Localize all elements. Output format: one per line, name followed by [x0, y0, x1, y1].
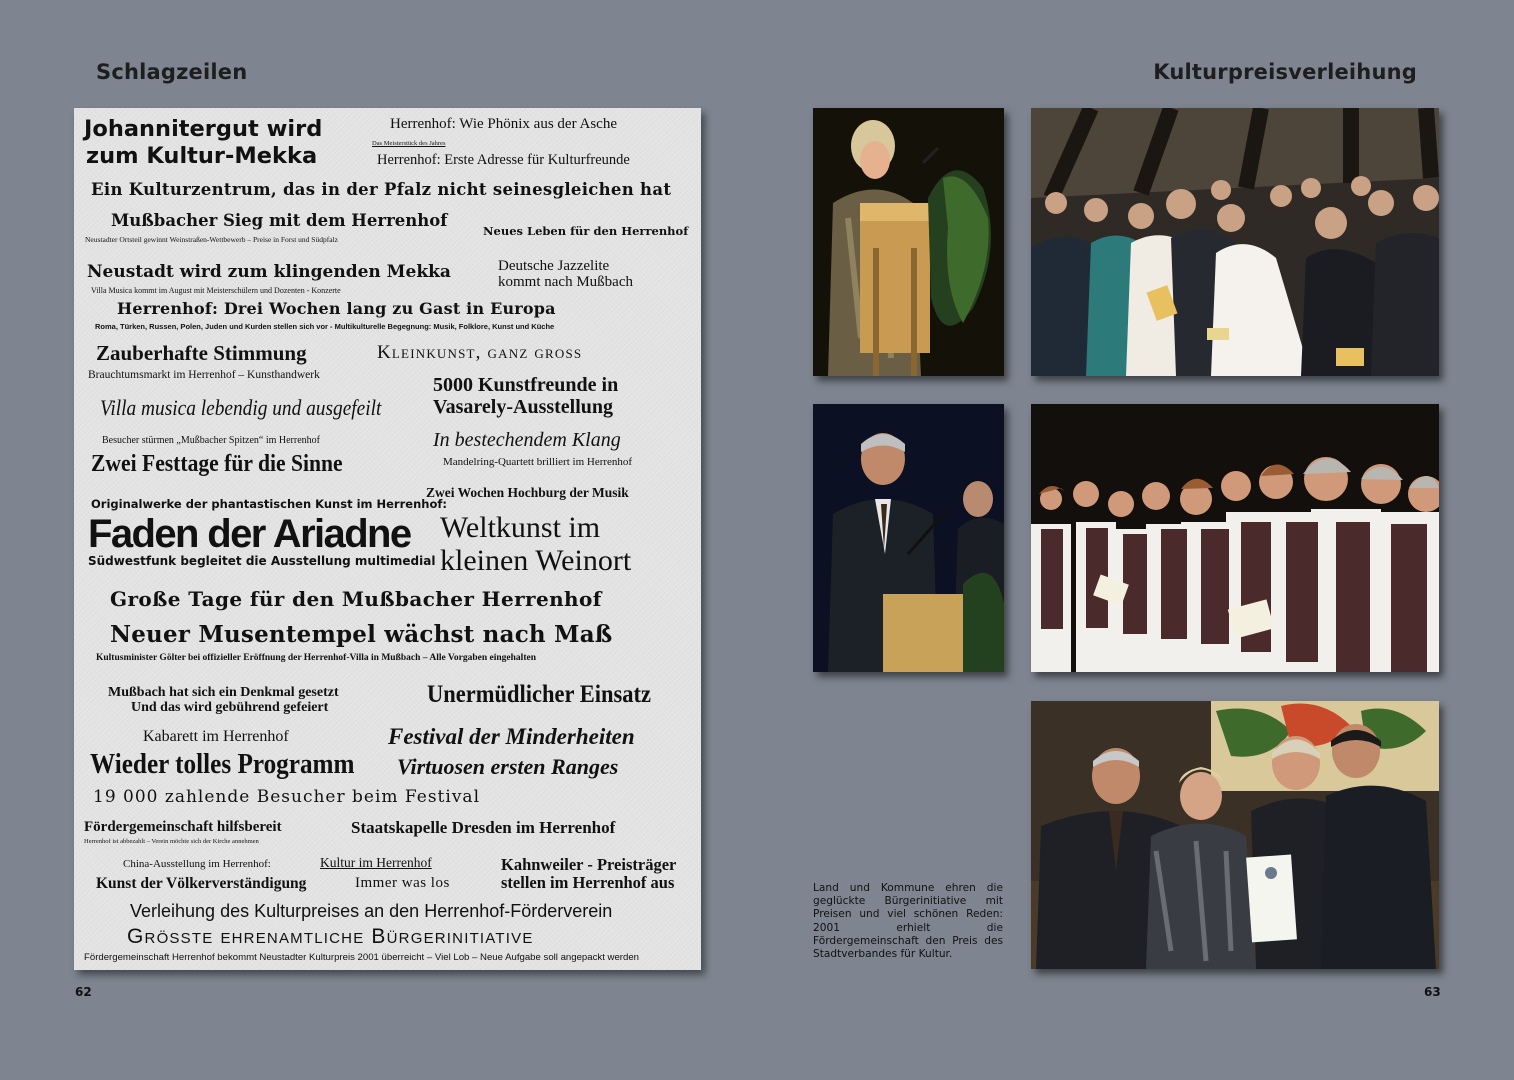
- headline: Herrenhof: Drei Wochen lang zu Gast in Europa: [117, 299, 556, 318]
- headline: Neustadt wird zum klingenden Mekka: [87, 262, 451, 282]
- headline: Südwestfunk begleitet die Ausstellung multimedial: [88, 554, 436, 568]
- headline: Unermüdlicher Einsatz: [427, 681, 651, 708]
- headline: Kultusminister Gölter bei offizieller Eröffnung der Herrenhof-Villa in Mußbach – Alle Vorgaben eingehalten: [96, 653, 536, 663]
- headline: Kunst der Völkerverständigung: [96, 875, 307, 892]
- headline: Weltkunst im: [440, 511, 601, 544]
- page-title-left: Schlagzeilen: [96, 60, 248, 84]
- headline: Das Meisterstück des Jahres: [372, 140, 446, 147]
- headline: Herrenhof: Wie Phönix aus der Asche: [390, 116, 617, 132]
- headline-collage: [74, 108, 701, 970]
- page-title-right: Kulturpreisverleihung: [1153, 60, 1417, 84]
- photo-man-speaking-at-lectern: [813, 404, 1004, 672]
- headline: Johannitergut wird: [84, 116, 323, 142]
- headline: Herrenhof ist abbezahlt – Verein möchte sich der Kirche annehmen: [84, 838, 259, 845]
- headline: Verleihung des Kulturpreises an den Herrenhof-Förderverein: [130, 901, 613, 921]
- headline: Neuer Musentempel wächst nach Maß: [110, 621, 613, 648]
- photo-choir-singing: [1031, 404, 1439, 672]
- headline: Herrenhof: Erste Adresse für Kulturfreunde: [377, 152, 630, 168]
- headline: Mußbacher Sieg mit dem Herrenhof: [111, 211, 448, 230]
- photo-audience-seated: [1031, 108, 1439, 376]
- headline: Villa Musica kommt im August mit Meisterschülern und Dozenten - Konzerte: [91, 286, 341, 295]
- headline: Faden der Ariadne: [88, 512, 411, 556]
- headline: China-Ausstellung im Herrenhof:: [123, 858, 271, 870]
- headline: Fördergemeinschaft Herrenhof bekommt Neustadter Kulturpreis 2001 überreicht – Viel Lob – Neue Aufgabe soll angepackt werden: [84, 952, 639, 963]
- page-number-left: 62: [75, 985, 92, 999]
- photo-choir-graphic: [1031, 404, 1439, 672]
- headline: Kabarett im Herrenhof: [143, 728, 289, 745]
- headline: Villa musica lebendig und ausgefeilt: [100, 395, 382, 420]
- headline: Festival der Minderheiten: [388, 724, 635, 749]
- headline: Zwei Festtage für die Sinne: [91, 451, 343, 477]
- headline: Und das wird gebührend gefeiert: [131, 700, 329, 715]
- photo-woman-speaking-at-lectern: [813, 108, 1004, 376]
- headline: stellen im Herrenhof aus: [501, 873, 675, 892]
- photo-man-speaking-graphic: [813, 404, 1004, 672]
- headline: Deutsche Jazzelite: [498, 258, 610, 274]
- photo-award-graphic: [1031, 701, 1439, 969]
- headline: Grösste ehrenamtliche Bürgerinitiative: [127, 925, 534, 948]
- headline: kleinen Weinort: [440, 544, 632, 577]
- headline: Zauberhafte Stimmung: [96, 341, 307, 365]
- headline: Virtuosen ersten Ranges: [397, 754, 619, 779]
- headline: Ein Kulturzentrum, das in der Pfalz nicht seinesgleichen hat: [91, 180, 672, 199]
- headline: Besucher stürmen „Mußbacher Spitzen“ im Herrenhof: [102, 435, 320, 446]
- headline: Originalwerke der phantastischen Kunst im Herrenhof:: [91, 497, 447, 511]
- headline: Kahnweiler - Preisträger: [501, 855, 677, 874]
- headline: Neues Leben für den Herrenhof: [483, 224, 689, 238]
- headline: Mußbach hat sich ein Denkmal gesetzt: [108, 685, 339, 700]
- headline: Immer was los: [355, 875, 450, 891]
- headline: 5000 Kunstfreunde in: [433, 374, 619, 396]
- photo-award-ceremony: [1031, 701, 1439, 969]
- headline: Wieder tolles Programm: [90, 749, 355, 780]
- headline: Neustadter Ortsteil gewinnt Weinstraßen-Wettbewerb – Preise in Forst und Südpfalz: [85, 235, 338, 244]
- photo-caption: Land und Kommune ehren die geglückte Bürgerinitiative mit Preisen und viel schönen Reden: 2001 erhielt die Fördergemeinschaft den Preis des Stadtverbandes für Kultur.: [813, 882, 1003, 961]
- headline: zum Kultur-Mekka: [86, 143, 318, 169]
- headline: Mandelring-Quartett brilliert im Herrenhof: [443, 456, 633, 468]
- headline: Kultur im Herrenhof: [320, 855, 432, 870]
- photo-woman-speaking-graphic: [813, 108, 1004, 376]
- headline: Roma, Türken, Russen, Polen, Juden und Kurden stellen sich vor - Multikulturelle Begegnung: Musik, Folklore, Kunst und Küche: [95, 322, 555, 331]
- headline: Große Tage für den Mußbacher Herrenhof: [110, 587, 602, 611]
- page-number-right: 63: [1424, 985, 1441, 999]
- headline: Kleinkunst, ganz gross: [377, 342, 583, 363]
- headline: Zwei Wochen Hochburg der Musik: [426, 485, 629, 500]
- headline: In bestechendem Klang: [433, 429, 621, 451]
- headline: Staatskapelle Dresden im Herrenhof: [351, 818, 616, 837]
- headline: Vasarely-Ausstellung: [433, 396, 614, 418]
- headline: Fördergemeinschaft hilfsbereit: [84, 819, 282, 835]
- headline: kommt nach Mußbach: [498, 274, 633, 290]
- headline: Brauchtumsmarkt im Herrenhof – Kunsthandwerk: [88, 369, 320, 381]
- photo-audience-graphic: [1031, 108, 1439, 376]
- headline: 19 000 zahlende Besucher beim Festival: [93, 787, 481, 807]
